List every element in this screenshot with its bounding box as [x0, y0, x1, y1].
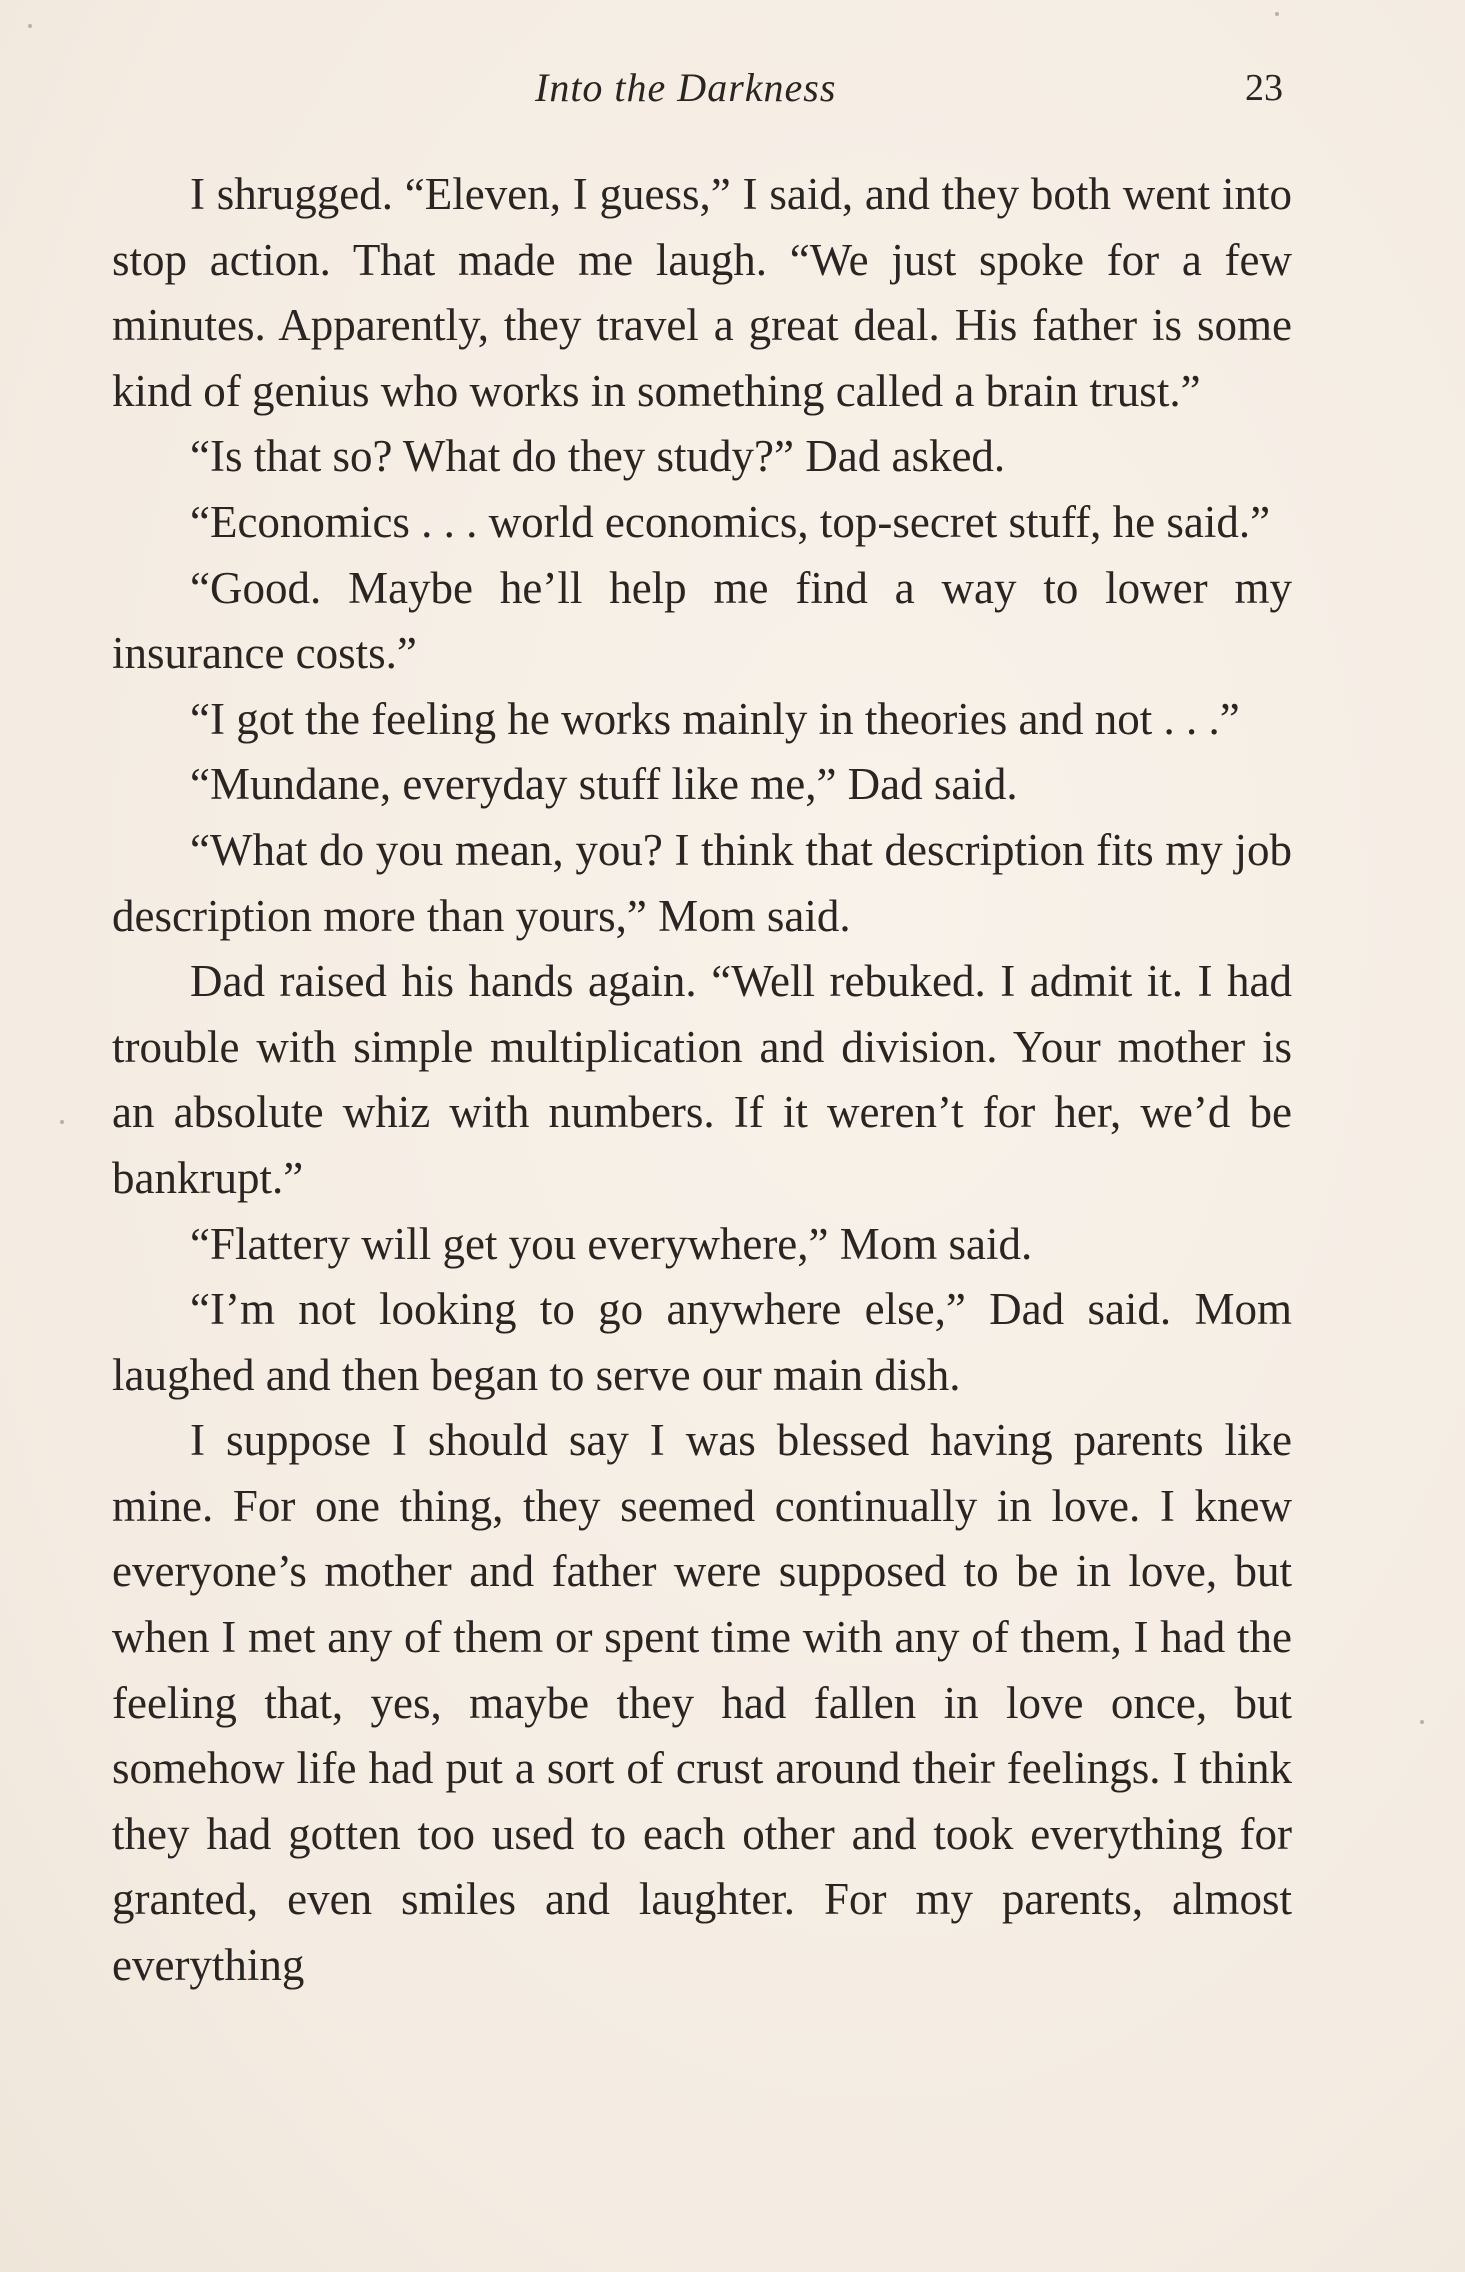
page-number: 23: [1245, 67, 1283, 109]
paper-speck: [1420, 1720, 1424, 1724]
paragraph: “I’m not looking to go anywhere else,” Dad said. Mom laughed and then began to serve our main dish.: [112, 1284, 1292, 1400]
paragraph: “Flattery will get you everywhere,” Mom said.: [190, 1218, 1033, 1269]
running-head: [0, 58, 1465, 118]
paragraph: Dad raised his hands again. “Well rebuked. I admit it. I had trouble with simple multiplication and division. Your mother is an absolute whiz with numbers. If it weren’t for her, we’d be bankrupt.”: [112, 956, 1292, 1203]
paper-speck: [60, 1120, 64, 1124]
running-title: Into the Darkness: [535, 65, 837, 110]
paragraph: “Mundane, everyday stuff like me,” Dad said.: [190, 759, 1018, 810]
paper-speck: [28, 24, 32, 28]
paragraph: “Good. Maybe he’ll help me find a way to lower my insurance costs.”: [112, 562, 1292, 679]
paragraph: “Economics . . . world economics, top-secret stuff, he said.”: [190, 496, 1271, 547]
paragraph: I shrugged. “Eleven, I guess,” I said, and they both went into stop action. That made me laugh. “We just spoke for a few minutes. Apparently, they travel a great deal. His father is some kind of genius who works in something called a brain trust.”: [112, 169, 1292, 416]
paper-speck: [1275, 12, 1279, 16]
paragraph: “I got the feeling he works mainly in theories and not . . .”: [190, 693, 1240, 744]
body-text: [112, 162, 1292, 1999]
paragraph: “What do you mean, you? I think that description fits my job description more than yours,” Mom said.: [112, 824, 1292, 941]
paragraph: “Is that so? What do they study?” Dad asked.: [190, 431, 1006, 482]
paragraph: I suppose I should say I was blessed having parents like mine. For one thing, they seemed continually in love. I knew everyone’s mother and father were supposed to be in love, but when I met any of them or spent time with any of them, I had the feeling that, yes, maybe they had fallen in love once, but somehow life had put a sort of crust around their feelings. I think they had gotten too used to each other and took everything for granted, even smiles and laughter. For my parents, almost everything: [112, 1415, 1292, 1991]
